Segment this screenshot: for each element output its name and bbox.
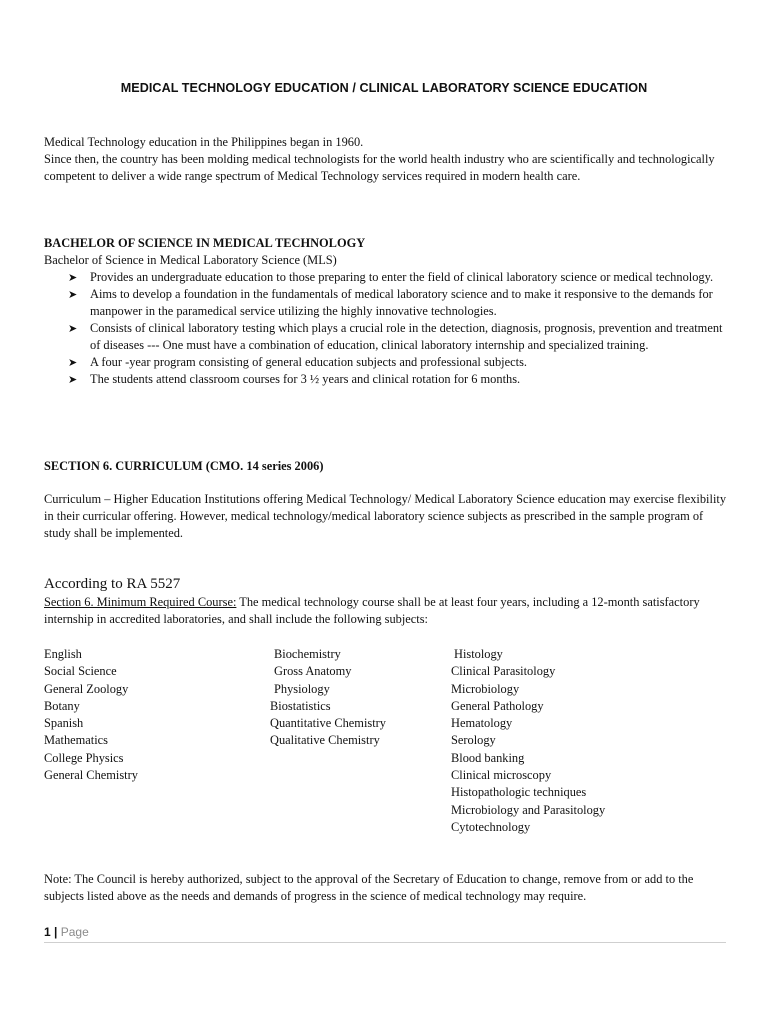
arrow-bullet-icon: ➤: [68, 356, 78, 369]
bsmt-heading: BACHELOR OF SCIENCE IN MEDICAL TECHNOLOGY: [44, 236, 366, 250]
arrow-bullet-icon: ➤: [68, 288, 78, 301]
subjects-column-3: [451, 646, 605, 836]
arrow-bullet-icon: ➤: [68, 373, 78, 386]
bullet-text: Provides an undergraduate education to those preparing to enter the field of clinical laboratory science or medical technology.: [90, 270, 714, 284]
subject-item: Mathematics: [44, 733, 108, 748]
section-label: Section 6. Minimum Required Course:: [44, 595, 237, 609]
subject-item: Biochemistry: [274, 647, 341, 661]
curriculum-heading: [44, 458, 728, 475]
bullet-text: Consists of clinical laboratory testing which plays a crucial role in the detection, diagnosis, prognosis, prevention and treatment of diseases --- One must have a combination of education, clinical laboratory internship and specialized training.: [90, 321, 723, 352]
subject-item: College Physics: [44, 750, 124, 765]
subject-item: Microbiology and Parasitology: [451, 802, 606, 817]
page-footer: [44, 924, 726, 941]
ra-paragraph: [44, 594, 728, 628]
bsmt-section: [44, 235, 728, 388]
subject-item: Gross Anatomy: [274, 664, 352, 679]
page-label: Page: [60, 925, 89, 939]
subject-item: Biostatistics: [270, 698, 331, 713]
subject-item: Social Science: [44, 664, 117, 679]
arrow-bullet-icon: ➤: [68, 271, 78, 284]
note-paragraph: Note: The Council is hereby authorized, subject to the approval of the Secretary of Education to change, remove from or add to the subjects listed above as the needs and demands of progress in the science of medical technology may require.: [44, 872, 694, 903]
subject-item: Histopathologic techniques: [451, 785, 587, 800]
subject-item: Blood banking: [451, 750, 525, 765]
document-title: MEDICAL TECHNOLOGY EDUCATION / CLINICAL LABORATORY SCIENCE EDUCATION: [120, 81, 648, 95]
list-item: [44, 320, 728, 354]
intro-section: [44, 134, 728, 185]
subject-item: Botany: [44, 698, 80, 713]
bsmt-bullet-list: [44, 269, 728, 388]
subject-item: General Chemistry: [44, 768, 138, 783]
subject-item: Spanish: [44, 716, 84, 731]
subject-item: Qualitative Chemistry: [270, 733, 380, 748]
subject-item: General Zoology: [44, 681, 129, 696]
subject-item: Microbiology: [451, 681, 520, 696]
subject-item: Quantitative Chemistry: [270, 716, 386, 731]
bullet-text: A four -year program consisting of general education subjects and professional subjects.: [90, 355, 527, 369]
footer-divider: [44, 942, 726, 943]
subject-item: Physiology: [274, 681, 330, 696]
list-item: [44, 286, 728, 320]
bullet-text: The students attend classroom courses for 3 ½ years and clinical rotation for 6 months.: [90, 372, 521, 386]
bullet-text: Aims to develop a foundation in the fundamentals of medical laboratory science and to make it responsive to the demands for manpower in the paramedical service utilizing the highly innovative technologies.: [90, 287, 713, 318]
subjects-column-1: [44, 646, 138, 784]
list-item: [44, 371, 728, 388]
subject-item: Cytotechnology: [451, 819, 531, 834]
subject-item: Clinical Parasitology: [451, 664, 556, 679]
subject-item: English: [44, 647, 82, 661]
arrow-bullet-icon: ➤: [68, 322, 78, 335]
subject-item: Clinical microscopy: [451, 768, 552, 783]
note-section: [44, 871, 728, 905]
footer-separator: |: [54, 925, 58, 939]
page-number: 1: [44, 925, 51, 939]
list-item: [44, 269, 728, 286]
curriculum-paragraph: Curriculum – Higher Education Institutions offering Medical Technology/ Medical Laboratory Science education may exercise flexibility in their curricular offering. However, medical technology/medical laboratory science subjects as prescribed in the sample program of study shall be implemented.: [44, 492, 727, 540]
subject-item: Histology: [454, 647, 503, 661]
list-item: [44, 354, 728, 371]
subject-item: Serology: [451, 733, 496, 748]
section-text: The medical technology course shall be at least four years, including a 12-month satisfactory internship in accredited laboratories, and shall include the following subjects:: [44, 595, 700, 626]
ra-section: [44, 575, 728, 628]
curriculum-text: [44, 491, 728, 542]
subject-item: General Pathology: [451, 698, 544, 713]
intro-line-1: Medical Technology education in the Philippines began in 1960.: [44, 135, 364, 149]
section-heading: SECTION 6. CURRICULUM (CMO. 14 series 2006): [44, 459, 324, 473]
subjects-column-2: [270, 646, 386, 750]
ra-heading: According to RA 5527: [44, 576, 181, 592]
bsmt-subheading: Bachelor of Science in Medical Laboratory Science (MLS): [44, 253, 337, 267]
intro-line-2: Since then, the country has been molding medical technologists for the world health industry who are scientifically and technologically competent to deliver a wide range spectrum of Medical Technology services required in modern health care.: [44, 152, 715, 183]
subject-item: Hematology: [451, 716, 513, 731]
